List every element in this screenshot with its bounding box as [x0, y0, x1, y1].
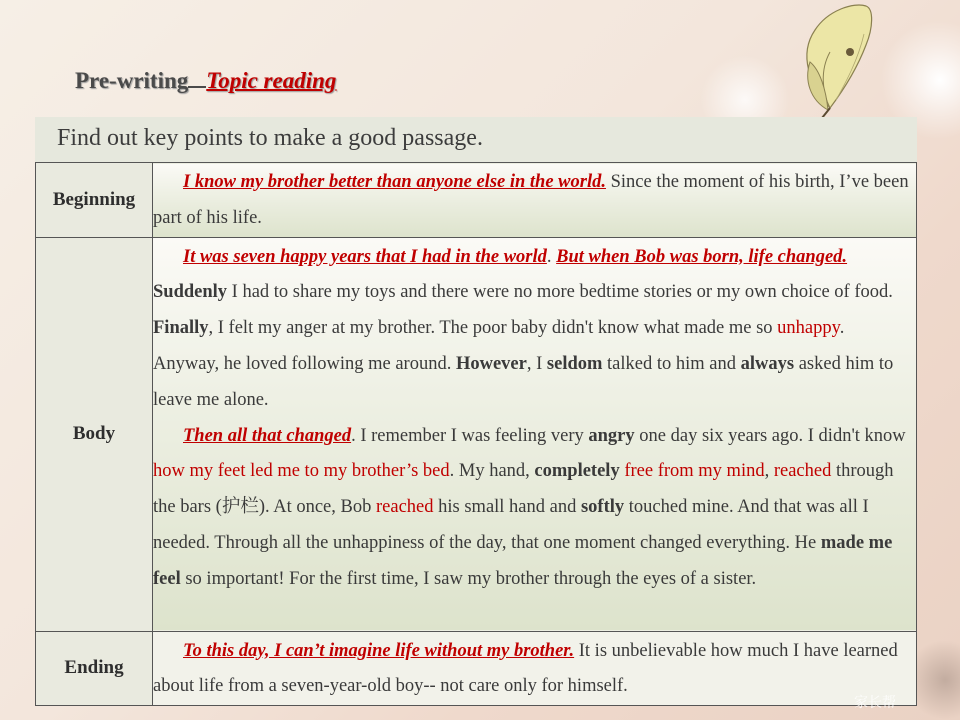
table-row-beginning — [36, 163, 917, 238]
red-phrase: unhappy — [777, 318, 840, 339]
bold-word: made me feel — [153, 532, 893, 589]
text-span: through the bars (护栏). At once, Bob — [153, 461, 894, 518]
instruction-banner — [35, 117, 917, 162]
row-label-beginning: Beginning — [36, 163, 153, 238]
text-span: his small hand and — [433, 497, 581, 518]
red-phrase: how my feet led me to my brother’s bed — [153, 461, 450, 482]
beginning-cell — [153, 163, 917, 238]
bold-word: completely — [534, 461, 620, 482]
red-phrase: reached — [773, 461, 832, 482]
instruction-text: Find out key points to make a good passage. — [57, 125, 483, 151]
text-span: one day six years ago. I didn't know — [634, 425, 906, 446]
text-span: , — [764, 461, 774, 482]
table-row-body — [36, 237, 917, 631]
bold-word: However — [455, 353, 527, 374]
text-span: . My hand, — [449, 461, 535, 482]
passage-structure-table — [35, 162, 917, 706]
red-phrase: free from my mind — [624, 461, 765, 482]
heading-prefix: Pre-writing — [75, 68, 189, 93]
row-label-body: Body — [36, 237, 153, 631]
bold-word: angry — [588, 425, 635, 446]
text-span: talked to him and — [602, 353, 741, 374]
key-sentence: I know my brother better than anyone else in the world. — [183, 172, 606, 192]
text-span: . Anyway, he loved following me around. — [153, 318, 845, 374]
ending-paragraph — [153, 634, 916, 706]
body-cell — [153, 237, 917, 631]
ending-cell — [153, 631, 917, 706]
bold-word: Finally — [153, 318, 209, 339]
text-span: asked him to leave me alone. — [153, 353, 894, 410]
text-span: , I felt my anger at my brother. The poor baby didn't know what made me so — [208, 318, 778, 339]
body-paragraph-1 — [153, 240, 916, 419]
slide-heading — [75, 68, 336, 94]
key-sentence: Then all that changed — [183, 425, 352, 446]
row-label-ending: Ending — [36, 631, 153, 706]
text-span: I remember I was feeling very — [355, 425, 589, 446]
bold-word: softly — [580, 497, 625, 518]
key-sentence: To this day, I can’t imagine life without my brother. — [183, 640, 575, 661]
red-phrase: reached — [376, 497, 434, 518]
beginning-paragraph — [153, 165, 916, 237]
key-sentence: But when Bob was born, life changed. — [556, 246, 848, 267]
text-span: . — [546, 246, 557, 267]
text-span: Since the moment of his birth, I’ve been part of his life. — [153, 172, 909, 228]
heading-separator — [188, 86, 206, 88]
bold-word: seldom — [546, 353, 603, 374]
text-span: . — [351, 425, 356, 446]
key-sentence: It was seven happy years that I had in the world — [183, 246, 547, 267]
bold-word: Suddenly — [153, 282, 228, 303]
heading-topic: Topic reading — [206, 68, 337, 93]
table-row-ending — [36, 631, 917, 706]
body-paragraph-2 — [153, 419, 916, 598]
text-span: It is unbelievable how much I have learned about life from a seven-year-old boy-- not care only for himself. — [153, 640, 898, 697]
text-span: touched mine. And that was all I needed. Through all the unhappiness of the day, that one moment changed everything. He — [153, 497, 869, 553]
text-span: so important! For the first time, I saw my brother through the eyes of a sister. — [180, 568, 757, 589]
watermark-logo: 家长帮 — [854, 695, 896, 711]
text-span: , I — [526, 353, 547, 374]
butterfly-icon — [770, 0, 880, 118]
bold-word: always — [740, 353, 795, 374]
text-span: I had to share my toys and there were no more bedtime stories or my own choice of food. — [227, 282, 893, 303]
